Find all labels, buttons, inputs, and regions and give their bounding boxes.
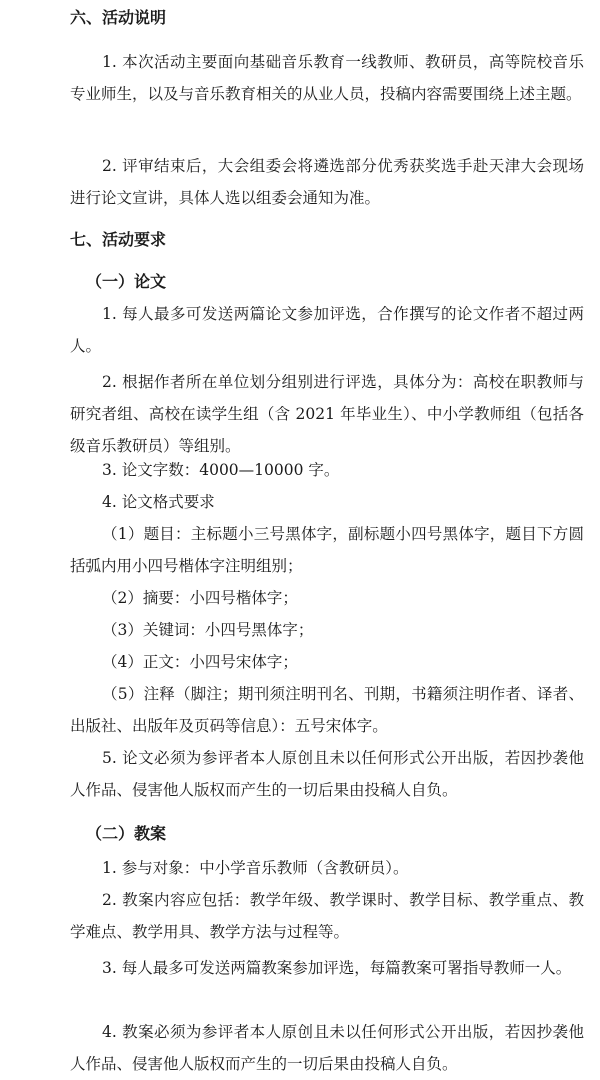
section-6-paragraph-2: 2. 评审结束后，大会组委会将遴选部分优秀获奖选手赴天津大会现场进行论文宣讲，具体人选以组委会通知为准。 [70,157,584,207]
thesis-format-item-2: （2）摘要：小四号楷体字； [102,589,298,607]
subsection-thesis-heading: （一）论文 [86,272,167,291]
lesson-plan-paragraph-2: 2. 教案内容应包括：教学年级、教学课时、教学目标、教学重点、教学难点、教学用具、教学方法与过程等。 [70,891,584,941]
thesis-format-item-5: （5）注释（脚注；期刊须注明刊名、刊期，书籍须注明作者、译者、出版社、出版年及页码等信息）：五号宋体字。 [70,685,584,735]
lesson-plan-paragraph-3: 3. 每人最多可发送两篇教案参加评选，每篇教案可署指导教师一人。 [102,959,572,977]
thesis-paragraph-3: 3. 论文字数：4000—10000 字。 [102,461,340,479]
section-6-heading: 六、活动说明 [70,8,167,27]
thesis-paragraph-1: 1. 每人最多可发送两篇论文参加评选，合作撰写的论文作者不超过两人。 [70,305,584,355]
thesis-format-item-1: （1）题目：主标题小三号黑体字，副标题小四号黑体字，题目下方圆括弧内用小四号楷体字注明组别； [70,525,584,575]
section-6-paragraph-1: 1. 本次活动主要面向基础音乐教育一线教师、教研员，高等院校音乐专业师生，以及与音乐教育相关的从业人员，投稿内容需要围绕上述主题。 [70,53,584,103]
thesis-paragraph-4: 4. 论文格式要求 [102,493,215,511]
section-7-heading: 七、活动要求 [70,230,167,249]
thesis-format-item-4: （4）正文：小四号宋体字； [102,653,298,671]
thesis-format-item-3: （3）关键词：小四号黑体字； [102,621,314,639]
thesis-paragraph-2: 2. 根据作者所在单位划分组别进行评选，具体分为：高校在职教师与研究者组、高校在读学生组（含 2021 年毕业生）、中小学教师组（包括各级音乐教研员）等组别。 [70,373,584,455]
subsection-lesson-plan-heading: （二）教案 [86,824,167,843]
lesson-plan-paragraph-4: 4. 教案必须为参评者本人原创且未以任何形式公开出版，若因抄袭他人作品、侵害他人版权而产生的一切后果由投稿人自负。 [70,1023,584,1073]
thesis-paragraph-5: 5. 论文必须为参评者本人原创且未以任何形式公开出版，若因抄袭他人作品、侵害他人版权而产生的一切后果由投稿人自负。 [70,749,584,799]
lesson-plan-paragraph-1: 1. 参与对象：中小学音乐教师（含教研员）。 [102,859,409,877]
